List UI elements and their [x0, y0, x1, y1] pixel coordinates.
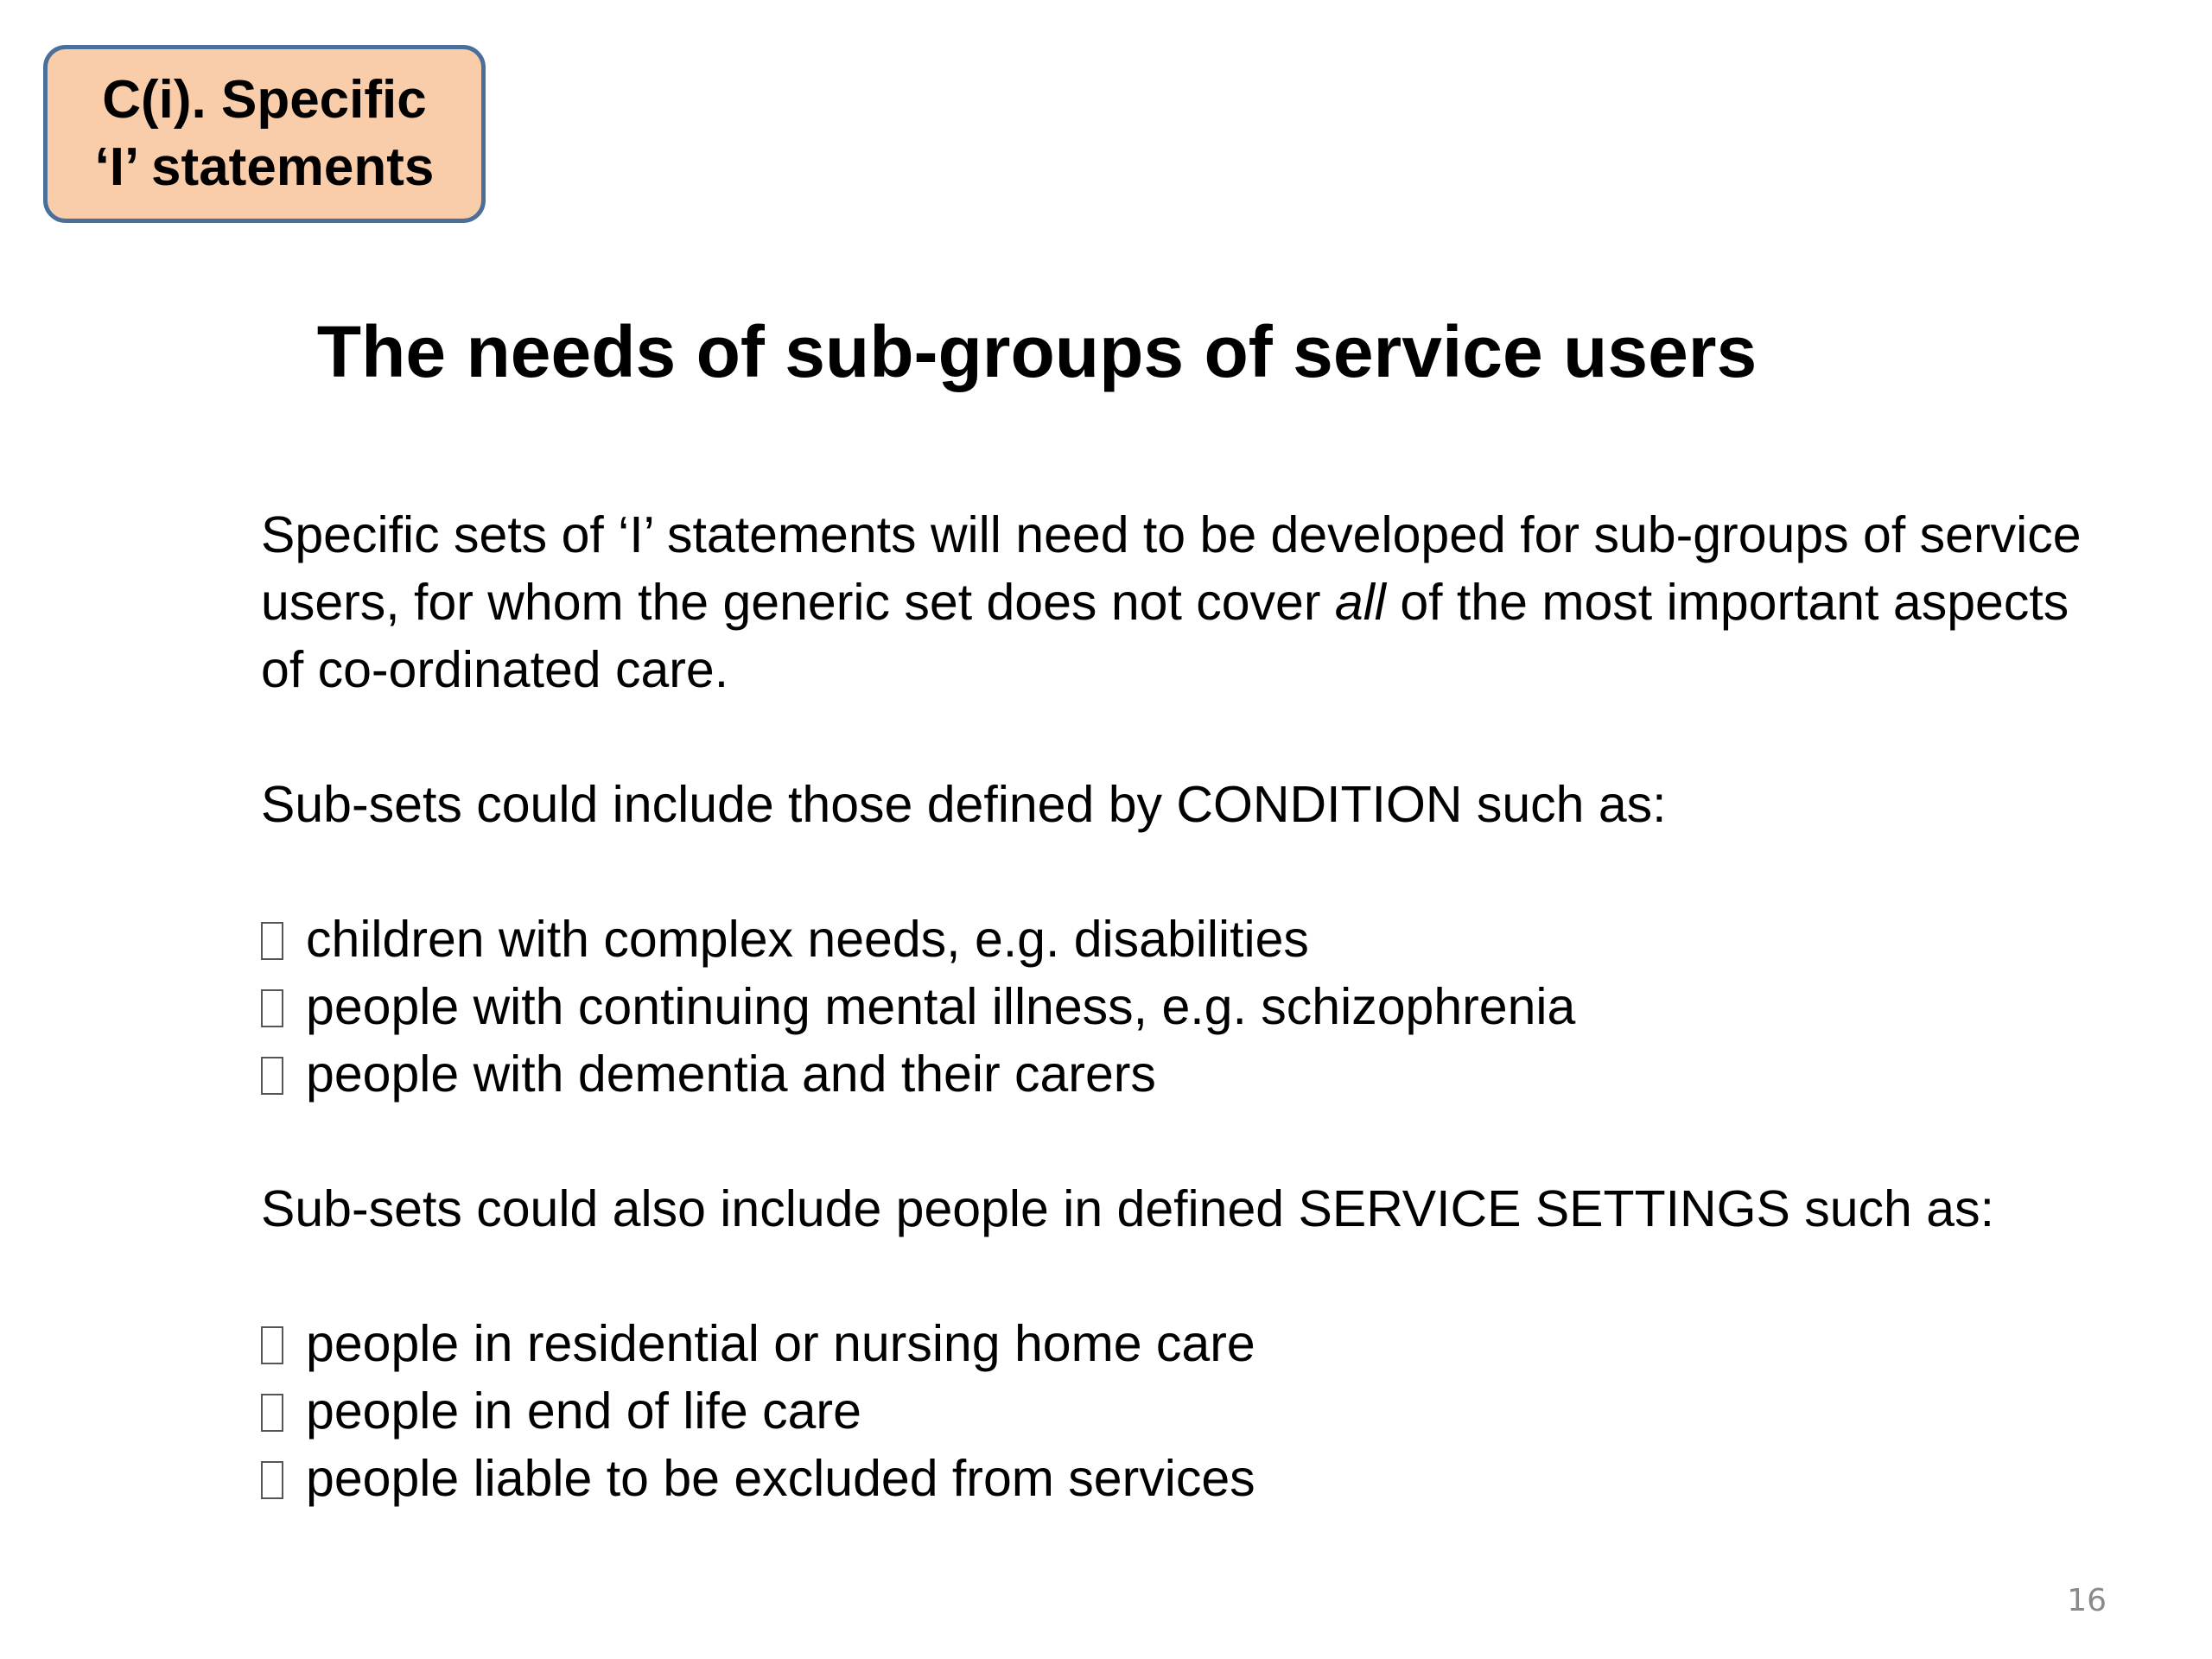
page-number: 16: [2067, 1583, 2107, 1618]
bullet-box-icon: [261, 989, 283, 1027]
list-item: [261, 973, 2119, 1040]
bullet-box-icon: [261, 922, 283, 960]
condition-heading: Sub-sets could include those defined by CONDITION such as:: [261, 776, 1667, 833]
condition-list: [261, 906, 2119, 1108]
list-item-text: people with dementia and their carers: [306, 1046, 1156, 1103]
slide-body: [261, 501, 2119, 1512]
bullet-box-icon: [261, 1057, 283, 1095]
slide-title: The needs of sub-groups of service users: [316, 311, 1758, 392]
bullet-box-icon: [261, 1461, 283, 1499]
section-label-line2: ‘I’ statements: [94, 137, 435, 197]
list-item: [261, 1445, 2119, 1512]
list-item-text: people liable to be excluded from services: [306, 1450, 1255, 1507]
bullet-box-icon: [261, 1326, 283, 1364]
intro-text-start: Specific sets of ‘I’ statements will need to be developed for sub-groups of service users, for whom the generic set does not cover: [261, 506, 2082, 631]
list-item: [261, 1310, 2119, 1377]
list-item: [261, 1040, 2119, 1108]
intro-text-end: of the most important aspects of co-ordinated care.: [261, 574, 2069, 698]
list-item-text: people in residential or nursing home care: [306, 1315, 1255, 1372]
intro-paragraph: [261, 501, 2119, 703]
list-item: [261, 906, 2119, 973]
settings-list: [261, 1310, 2119, 1512]
bullet-box-icon: [261, 1394, 283, 1432]
list-item: [261, 1377, 2119, 1445]
section-label-line1: C(i). Specific: [102, 70, 427, 130]
intro-emphasis: all: [1334, 574, 1386, 631]
section-label: [43, 45, 486, 223]
list-item-text: people in end of life care: [306, 1382, 861, 1440]
list-item-text: people with continuing mental illness, e.g. schizophrenia: [306, 978, 1576, 1035]
settings-heading: Sub-sets could also include people in defined SERVICE SETTINGS such as:: [261, 1180, 1994, 1237]
list-item-text: children with complex needs, e.g. disabilities: [306, 911, 1309, 968]
